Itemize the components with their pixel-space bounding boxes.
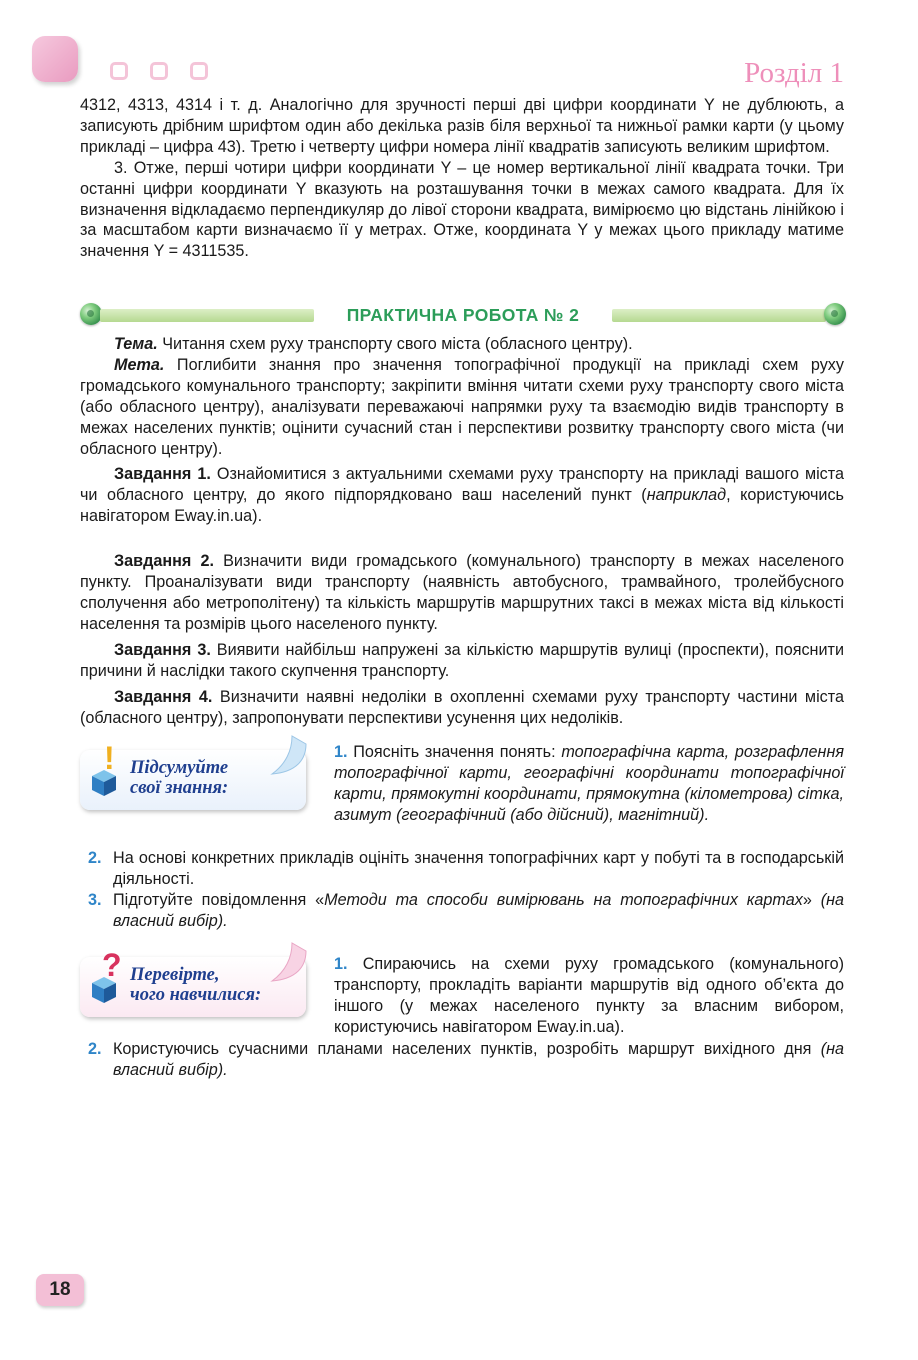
summarize-box-line-1: Підсумуйте (130, 758, 229, 778)
page-number: 18 (36, 1274, 84, 1306)
intro-text (80, 95, 844, 262)
task-4-label: Завдання 4. (114, 687, 213, 706)
task-1-italic: наприклад (646, 486, 727, 505)
goal-label: Мета. (114, 355, 165, 374)
float-spacer (80, 742, 334, 826)
section-title: Розділ 1 (744, 57, 844, 89)
task-1-text: Ознайомитися з актуальними схемами руху транспорту на прикладі вашого міста чи обласного центру, до якого підпорядковано ваш населений пункт ( (80, 465, 845, 505)
task-3 (80, 640, 844, 682)
task-1 (80, 464, 844, 527)
check-box-line-1: Перевірте, (130, 965, 220, 985)
header-decor-small-square (190, 62, 208, 80)
summary-q1-text: Поясніть значення понять: (347, 743, 562, 761)
topic-text: Читання схем руху транспорту свого міста (обласного центру). (157, 335, 633, 353)
task-2-text: Визначити види громадського (комунального) транспорту в межах населеного пункту. Проаналізувати види транспорту (наявність автобусного, трамвайного, тролейбусного сполучення або метрополітену) та кількість маршрутів маршрутних таксі в межах міста від кількості населення та розмірів цього населеного пункту. (80, 552, 844, 633)
question-mark-icon: ? (102, 947, 122, 983)
summary-question-2 (88, 848, 844, 890)
check-learning-box (80, 947, 306, 1017)
summary-q3-tail: » (802, 891, 821, 909)
check-box-line-2: чого навчилися: (130, 985, 262, 1005)
task-4-text: Визначити наявні недоліки в охопленні схемами руху транспорту частини міста (обласного центру), запропонувати перспективи усунення цих недоліків. (80, 687, 844, 727)
goal-text: Поглибити знання про значення топографічної продукції на прикладі схем руху громадського комунального транспорту; закріпити вміння читати схеми руху транспорту свого міста (або обласного центру), аналізувати переважаючі напрямки руху та взаємодію видів транспорту в межах населених пунктів; оцінити сучасний стан і перспективи розвитку транспорту свого міста (чи обласного центру). (80, 355, 844, 458)
topic-paragraph (80, 334, 844, 355)
practical-work-title: ПРАКТИЧНА РОБОТА № 2 (346, 305, 580, 325)
practical-work-body (80, 334, 844, 728)
check-box-title (130, 965, 261, 1005)
header-decor-small-square (150, 62, 168, 80)
summarize-box-line-2: свої знання: (130, 778, 229, 798)
header-decor-square (32, 36, 78, 82)
exclamation-icon: ! (104, 740, 115, 776)
task-1-tail: , користуючись навігатором Eway.in.ua). (80, 486, 844, 526)
check-q2-text: Користуючись сучасними планами населених пунктів, розробіть маршрут вихідного дня (113, 1040, 821, 1058)
topic-label: Тема. (114, 335, 158, 353)
summary-question-1 (80, 742, 844, 826)
summary-q3-number: 3. (88, 891, 102, 909)
check-question-1 (334, 954, 844, 1038)
check-q1-number: 1. (334, 955, 348, 973)
task-3-text: Виявити найбільш напружені за кількістю маршрутів вулиці (проспекти), пояснити причини й наслідки такого скупчення транспорту. (80, 640, 844, 680)
page-curl-icon (262, 941, 308, 985)
task-2-label: Завдання 2. (114, 552, 214, 571)
summary-q1-italic: топографічна карта, розграфлення топографічної карти, географічні координати топографічної карти, прямокутні координати, прямокутна (кілометрова) сітка, азимут (географічний (або дійсний), магнітний). (334, 743, 844, 824)
intro-paragraph-2: 3. Отже, перші чотири цифри координати Y – це номер вертикальної лінії квадрата точки. Три останні цифри координати Y вказують на розташування точки в межах самого квадрата. Для їх визначення відкладаємо перпендикуляр до лівої сторони квадрата, вимірюємо цю відстань лінійкою і за масштабом карти визначаємо її у метрах. Отже, координата Y у межах цього прикладу матиме значення Y = 4311535. (80, 158, 844, 261)
task-4 (80, 687, 844, 729)
check-q1-text: Спираючись на схеми руху громадського (комунального) транспорту, прокладіть варіанти маршрутів від одного об’єкта до іншого (у межах населеного пункту за власним вибором, користуючись навігатором Eway.in.ua). (334, 955, 844, 1036)
intro-paragraph-1: 4312, 4313, 4314 і т. д. Аналогічно для зручності перші дві цифри координати Y не дублюють, а записують дрібним шрифтом один або декілька разів біля верхньої та нижньої рамки карти (у цьому прикладі – цифра 43). Третю і четверту цифри номера лінії квадратів записують великим шрифтом. (80, 96, 844, 156)
summary-q3-text: Підготуйте повідомлення « (113, 891, 325, 909)
summary-question-3 (88, 890, 844, 932)
check-q2-italic: (на власний вибір). (113, 1040, 844, 1079)
check-question-2 (88, 1039, 844, 1081)
summary-q3-italic-2: (на власний вибір). (113, 891, 844, 930)
summary-q2-number: 2. (88, 849, 102, 867)
check-q2-number: 2. (88, 1040, 102, 1058)
task-3-label: Завдання 3. (114, 640, 211, 659)
summary-q3-italic: Методи та способи вимірювань на топографічних картах (324, 891, 803, 909)
green-ball-icon (824, 303, 846, 325)
banner-bar (612, 309, 826, 322)
task-2 (80, 551, 844, 635)
header-decor-small-square (110, 62, 128, 80)
task-1-label: Завдання 1. (114, 465, 211, 484)
goal-paragraph (80, 355, 844, 460)
summary-q1-number: 1. (334, 743, 348, 761)
practical-work-banner (80, 302, 846, 328)
summary-q2-text: На основі конкретних прикладів оцініть значення топографічних карт у побуті та в господарській діяльності. (113, 849, 844, 888)
